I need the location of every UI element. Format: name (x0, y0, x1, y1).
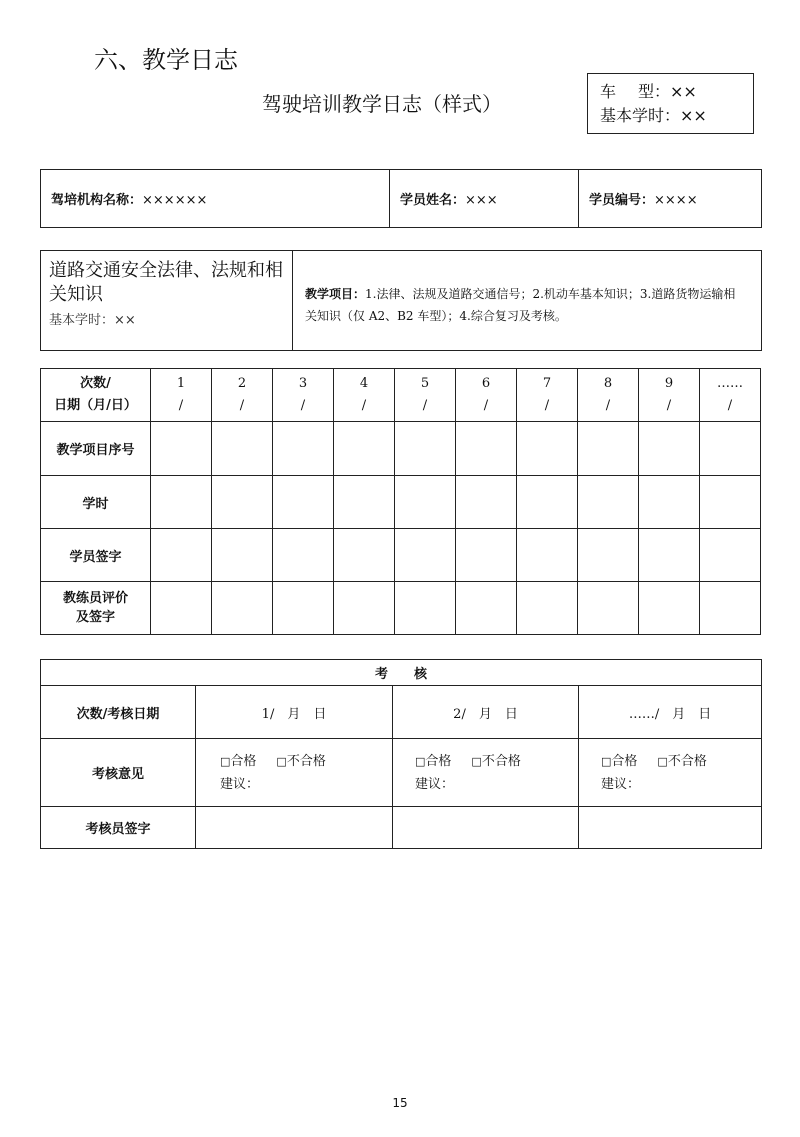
entry-cell[interactable] (395, 529, 456, 582)
session-number: 1 (176, 376, 186, 391)
session-number: 2 (237, 376, 247, 391)
date-separator: / (605, 398, 611, 413)
subject-title-cell (41, 251, 293, 351)
entry-cell[interactable] (273, 582, 334, 635)
section-title: 六、教学日志 (94, 46, 238, 74)
date-separator: / (422, 398, 428, 413)
entry-cell[interactable] (395, 476, 456, 529)
date-separator: / (178, 398, 184, 413)
row-label-coach-a: 教练员评价 (62, 591, 128, 606)
entry-cell[interactable] (334, 476, 395, 529)
date-separator: / (239, 398, 245, 413)
document-title: 驾驶培训教学日志（样式） (262, 92, 502, 116)
row-label: 学员签字 (41, 529, 151, 582)
subject-items-cell (293, 251, 762, 351)
fail-checkbox[interactable]: □不合格 (657, 753, 707, 769)
org-name-cell (41, 170, 390, 228)
entry-cell[interactable] (578, 529, 639, 582)
entry-cell[interactable] (639, 529, 700, 582)
org-name-label: 驾培机构名称： (51, 193, 143, 208)
teaching-log-table (40, 368, 761, 635)
entry-cell[interactable] (334, 422, 395, 476)
signature-cell[interactable] (579, 807, 762, 849)
entry-cell[interactable] (395, 422, 456, 476)
session-cell (151, 369, 212, 422)
vehicle-info-box (587, 73, 754, 134)
fail-checkbox[interactable]: □不合格 (471, 753, 521, 769)
entry-cell[interactable] (700, 422, 761, 476)
entry-cell[interactable] (456, 529, 517, 582)
page-number: 15 (392, 1096, 408, 1110)
entry-cell[interactable] (578, 582, 639, 635)
entry-cell[interactable] (578, 476, 639, 529)
row-label-coach (41, 582, 151, 635)
subject-hours-label: 基本学时： (49, 313, 115, 328)
session-number: 7 (542, 376, 552, 391)
entry-cell[interactable] (334, 529, 395, 582)
session-cell (212, 369, 273, 422)
date-separator: / (300, 398, 306, 413)
exam-opinion-cell (196, 739, 393, 807)
basic-hours-value: ×× (680, 106, 707, 125)
row-label: 学时 (41, 476, 151, 529)
entry-cell[interactable] (456, 476, 517, 529)
entry-cell[interactable] (700, 529, 761, 582)
entry-cell[interactable] (212, 422, 273, 476)
date-separator: / (361, 398, 367, 413)
exam-date-1[interactable]: 1/ 月 日 (196, 686, 393, 739)
entry-cell[interactable] (273, 529, 334, 582)
pass-label: 合格 (230, 753, 257, 769)
header-label-date: 日期（月/日） (54, 398, 137, 413)
session-number: …… (717, 376, 743, 391)
entry-cell[interactable] (517, 422, 578, 476)
entry-cell[interactable] (151, 529, 212, 582)
entry-cell[interactable] (151, 582, 212, 635)
basic-hours-label: 基本学时： (600, 106, 681, 125)
entry-cell[interactable] (273, 422, 334, 476)
entry-cell[interactable] (212, 582, 273, 635)
vehicle-type-label-a: 车 (600, 82, 617, 101)
entry-cell[interactable] (151, 476, 212, 529)
entry-cell[interactable] (700, 582, 761, 635)
session-cell (517, 369, 578, 422)
exam-opinion-cell (393, 739, 579, 807)
date-separator: / (666, 398, 672, 413)
session-cell (700, 369, 761, 422)
fail-label: 不合格 (667, 753, 707, 769)
subject-items-text: 1.法律、法规及道路交通信号；2.机动车基本知识；3.道路货物运输相关知识（仅 A2、B2 车型）；4.综合复习及考核。 (305, 287, 736, 323)
advice-label: 建议： (415, 776, 455, 792)
pass-checkbox[interactable]: □合格 (415, 753, 452, 769)
table-row (41, 476, 761, 529)
session-cell (273, 369, 334, 422)
session-number: 4 (359, 376, 369, 391)
pass-checkbox[interactable]: □合格 (601, 753, 638, 769)
session-number: 8 (603, 376, 613, 391)
table-row (41, 422, 761, 476)
entry-cell[interactable] (639, 422, 700, 476)
fail-label: 不合格 (481, 753, 521, 769)
session-cell (578, 369, 639, 422)
table-row (41, 529, 761, 582)
exam-date-3[interactable]: ……/ 月 日 (579, 686, 762, 739)
entry-cell[interactable] (212, 529, 273, 582)
exam-date-2[interactable]: 2/ 月 日 (393, 686, 579, 739)
table-row (41, 582, 761, 635)
entry-cell[interactable] (212, 476, 273, 529)
pass-label: 合格 (611, 753, 638, 769)
session-number: 5 (420, 376, 430, 391)
student-name-cell (390, 170, 579, 228)
entry-cell[interactable] (639, 476, 700, 529)
row-label-coach-b: 及签字 (75, 610, 115, 625)
entry-cell[interactable] (700, 476, 761, 529)
subject-items-label: 教学项目： (305, 287, 366, 301)
entry-cell[interactable] (273, 476, 334, 529)
entry-cell[interactable] (456, 422, 517, 476)
student-info-table (40, 169, 762, 228)
session-number: 9 (664, 376, 674, 391)
header-label-count: 次数/ (80, 376, 111, 391)
entry-cell[interactable] (517, 529, 578, 582)
session-number: 3 (298, 376, 308, 391)
entry-cell[interactable] (517, 476, 578, 529)
fail-label: 不合格 (286, 753, 326, 769)
signature-cell[interactable] (393, 807, 579, 849)
fail-checkbox[interactable]: □不合格 (276, 753, 326, 769)
date-separator: / (544, 398, 550, 413)
vehicle-type-label-b: 型： (637, 82, 670, 101)
signature-cell[interactable] (196, 807, 393, 849)
subject-title: 道路交通安全法律、法规和相关知识 (49, 260, 283, 305)
exam-title: 考 核 (41, 660, 762, 686)
entry-cell[interactable] (151, 422, 212, 476)
entry-cell[interactable] (517, 582, 578, 635)
session-cell (456, 369, 517, 422)
pass-checkbox[interactable]: □合格 (220, 753, 257, 769)
student-id-label: 学员编号： (589, 193, 655, 208)
org-name-value: ×××××× (142, 193, 208, 208)
entry-cell[interactable] (639, 582, 700, 635)
date-separator: / (727, 398, 733, 413)
session-cell (639, 369, 700, 422)
entry-cell[interactable] (456, 582, 517, 635)
advice-label: 建议： (220, 776, 260, 792)
student-id-value: ×××× (654, 193, 698, 208)
exam-opinion-cell (579, 739, 762, 807)
row-label: 教学项目序号 (41, 422, 151, 476)
entry-cell[interactable] (395, 582, 456, 635)
entry-cell[interactable] (578, 422, 639, 476)
subject-hours-value: ×× (114, 313, 136, 328)
exam-opinion-label: 考核意见 (41, 739, 196, 807)
header-row (41, 369, 761, 422)
subject-table (40, 250, 762, 351)
session-number: 6 (481, 376, 491, 391)
session-cell (395, 369, 456, 422)
examiner-signature-label: 考核员签字 (41, 807, 196, 849)
exam-date-label: 次数/考核日期 (41, 686, 196, 739)
session-cell (334, 369, 395, 422)
date-separator: / (483, 398, 489, 413)
student-id-cell (579, 170, 762, 228)
entry-cell[interactable] (334, 582, 395, 635)
advice-label: 建议： (601, 776, 641, 792)
vehicle-type-value: ×× (670, 82, 697, 101)
student-name-label: 学员姓名： (400, 193, 466, 208)
pass-label: 合格 (425, 753, 452, 769)
header-label-cell (41, 369, 151, 422)
student-name-value: ××× (465, 193, 498, 208)
exam-table (40, 659, 762, 849)
